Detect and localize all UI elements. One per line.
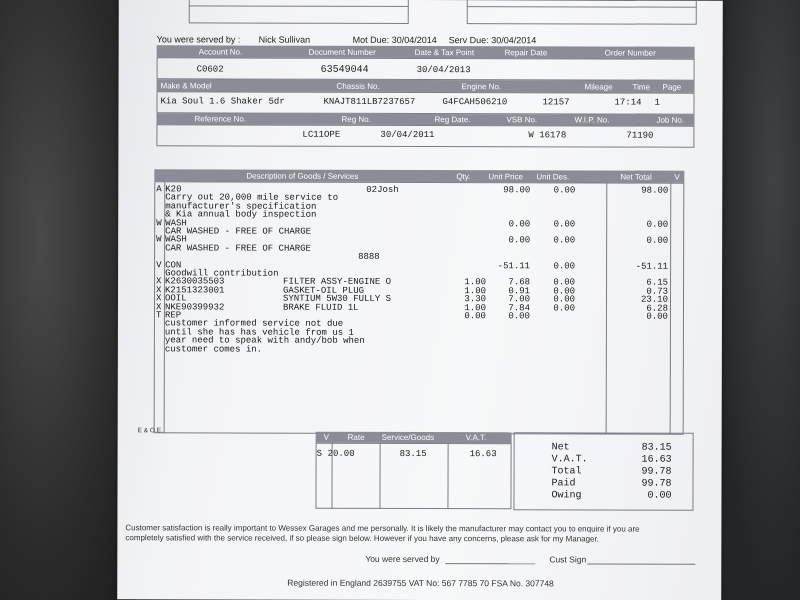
line-extra: FILTER ASSY-ENGINE O: [283, 277, 392, 288]
line-code: A: [156, 184, 162, 195]
value-chassis-no: KNAJT811LB7237657: [323, 96, 416, 107]
line-unit-price: 7.00: [508, 294, 531, 305]
invoice-paper: [117, 0, 723, 600]
vat-label-service-goods: Service/Goods: [381, 432, 435, 443]
line-unit-disc: 0.00: [553, 302, 575, 313]
line-net-total: 0.00: [646, 311, 668, 322]
label-unit-disc: Unit Des.: [536, 172, 570, 182]
line-extra: 8888: [358, 252, 380, 263]
vat-label-vat: V.A.T.: [465, 433, 487, 443]
line-text: customer comes in.: [164, 343, 263, 355]
footer-line1: Customer satisfaction is really important to Wessex Garages and me personally. It is likely the manufacturer may contact you to enquire if you are: [125, 523, 640, 534]
line-unit-price: -51.11: [497, 260, 531, 271]
footer-cust-sign: Cust Sign: [549, 554, 587, 565]
line-unit-price: 98.00: [503, 185, 531, 196]
label-chassis-no: Chassis No.: [336, 81, 380, 91]
line-code: V: [156, 259, 162, 270]
value-document-number: 63549044: [320, 64, 369, 76]
total-value: 0.00: [647, 490, 672, 502]
label-job-no: Job No.: [656, 115, 685, 125]
total-label: Total: [551, 466, 582, 478]
line-code: W: [156, 217, 162, 228]
line-net-total: 98.00: [641, 185, 669, 196]
label-repair-date: Repair Date: [504, 48, 548, 58]
line-text: CAR WASHED - FREE OF CHARGE: [165, 243, 311, 254]
served-by-label: You were served by :: [156, 34, 241, 45]
car-seat-background-right: [710, 0, 800, 600]
vat-label-rate: Rate: [347, 432, 365, 442]
label-wip-no: W.I.P. No.: [574, 115, 610, 125]
label-engine-no: Engine No.: [461, 82, 502, 92]
line-text: customer informed service not due: [164, 318, 344, 330]
line-unit-disc: 0.00: [553, 286, 576, 297]
label-reference-no: Reference No.: [194, 114, 247, 124]
line-text: Goodwill contribution: [165, 268, 279, 279]
cust-sign-signature-line: [587, 563, 695, 564]
line-unit-price: 7.84: [508, 302, 530, 313]
line-unit-price: 0.00: [508, 235, 531, 246]
footer-served-by: You were served by: [365, 553, 440, 565]
vat-col-sep-3: [447, 443, 448, 509]
label-account-no: Account No.: [198, 47, 243, 57]
total-value: 83.15: [641, 442, 672, 454]
line-qty: 1.00: [464, 302, 486, 313]
label-page: Page: [662, 82, 682, 92]
footer-registered: Registered in England 2639755 VAT No: 567 7785 70 FSA No. 307748: [287, 577, 554, 589]
line-net-total: 6.15: [646, 277, 669, 289]
line-text: until she has has vehicle from us 1: [164, 327, 354, 338]
line-extra: GASKET-OIL PLUG: [283, 285, 365, 296]
line-extra: 02Josh: [366, 184, 399, 195]
vat-value-rate: 20.00: [327, 448, 355, 459]
total-label: Net: [551, 442, 570, 454]
line-text: WASH: [165, 217, 187, 228]
footer-line2: completely satisfied with the service received, if so please sign below. However if you have any concerns, please ask for my Manager.: [125, 533, 599, 544]
line-unit-disc: 0.00: [553, 294, 576, 305]
label-reg-date: Reg Date.: [434, 115, 471, 125]
label-qty: Qty.: [456, 172, 471, 182]
value-reg-no: LC11OPE: [302, 129, 341, 140]
total-label: Owing: [551, 490, 582, 502]
line-net-total: 0.00: [646, 235, 669, 247]
value-time: 17:14: [614, 97, 642, 108]
label-vsb-no: VSB No.: [506, 115, 538, 125]
line-net-total: 6.28: [646, 303, 668, 314]
total-value: 99.78: [641, 466, 672, 478]
line-unit-disc: 0.00: [553, 277, 576, 288]
line-text: manufacturer's specification: [165, 201, 317, 212]
value-mileage: 12157: [542, 97, 570, 108]
label-make-model: Make & Model: [160, 81, 212, 91]
label-document-number: Document Number: [308, 47, 376, 57]
line-code: X: [155, 301, 162, 312]
line-unit-price: 0.91: [508, 286, 531, 297]
line-unit-disc: 0.00: [553, 235, 576, 246]
line-qty: 1.00: [464, 285, 487, 296]
value-page: 1: [654, 97, 660, 108]
line-text: year need to speak with andy/bob when: [164, 335, 365, 347]
mot-due: Mot Due: 30/04/2014: [352, 34, 437, 46]
line-net-total: 23.10: [640, 294, 669, 305]
value-reg-date: 30/04/2011: [380, 129, 435, 141]
car-seat-background-left: [0, 0, 135, 600]
label-net-total: Net Total: [620, 172, 652, 182]
line-code: T: [155, 310, 162, 321]
label-unit-price: Unit Price: [488, 172, 524, 182]
line-qty: 1.00: [464, 277, 487, 288]
label-time: Time: [632, 82, 651, 92]
line-unit-disc: 0.00: [553, 185, 576, 196]
label-description: Description of Goods / Services: [246, 171, 359, 181]
vat-value-vat: 16.63: [469, 449, 497, 460]
line-qty: 0.00: [464, 311, 486, 322]
line-text: K2630035503: [165, 276, 225, 287]
label-reg-no: Reg No.: [341, 114, 371, 124]
total-label: Paid: [551, 478, 576, 490]
line-unit-price: 0.00: [508, 311, 530, 322]
line-code: W: [156, 234, 162, 245]
vat-col-sep-2: [379, 443, 380, 509]
value-wip-no: W 16178: [528, 130, 567, 141]
value-job-no: 71190: [626, 130, 654, 141]
line-extra: BRAKE FLUID 1L: [282, 302, 359, 313]
total-value: 16.63: [641, 454, 672, 466]
line-code: X: [155, 293, 162, 304]
served-by-signature-line: [445, 563, 535, 564]
line-text: NKE90399932: [164, 301, 225, 313]
total-label: V.A.T.: [551, 454, 588, 466]
top-right-box: [467, 0, 697, 25]
line-unit-disc: 0.00: [553, 260, 576, 271]
value-engine-no: G4FCAH506210: [442, 97, 508, 108]
line-text: CAR WASHED - FREE OF CHARGE: [165, 226, 312, 237]
line-qty: 3.30: [464, 294, 487, 305]
line-unit-price: 7.68: [508, 277, 531, 288]
label-mileage: Mileage: [584, 82, 613, 92]
value-date-tax-point: 30/04/2013: [416, 64, 471, 76]
line-text: REP: [164, 310, 182, 321]
total-value: 99.78: [641, 478, 672, 490]
line-text: K2151323001: [165, 285, 225, 296]
served-by-name: Nick Sullivan: [258, 34, 311, 45]
line-unit-disc: 0.00: [553, 218, 576, 229]
label-order-number: Order Number: [604, 48, 656, 58]
line-extra: SYNTIUM 5W30 FULLY S: [282, 293, 392, 305]
vat-header-bar: [316, 432, 512, 444]
value-make-model: Kia Soul 1.6 Shaker 5dr: [160, 96, 285, 107]
value-account-no: C0602: [196, 64, 224, 75]
line-text: WASH: [165, 234, 187, 245]
vat-label-v: V: [323, 432, 329, 442]
label-date-tax-point: Date & Tax Point: [414, 47, 475, 58]
vat-value-v: S: [316, 448, 323, 459]
top-left-box: [189, 0, 409, 24]
line-unit-price: 0.00: [508, 218, 531, 229]
line-text: CON: [165, 259, 182, 270]
vat-value-service-goods: 83.15: [399, 448, 427, 460]
line-text: Carry out 20,000 mile service to: [165, 192, 339, 204]
serv-due: Serv Due: 30/04/2014: [448, 35, 537, 46]
line-text: & Kia annual body inspection: [165, 209, 317, 220]
line-text: OOIL: [164, 293, 187, 304]
line-code: X: [156, 276, 162, 287]
line-text: K20: [165, 184, 182, 195]
label-v: V: [674, 172, 680, 182]
eoe-label: E & O.E.: [137, 427, 163, 435]
line-net-total: -51.11: [635, 261, 669, 272]
line-net-total: 0.00: [646, 219, 669, 230]
line-code: X: [156, 285, 162, 296]
line-net-total: 0.73: [646, 286, 669, 297]
